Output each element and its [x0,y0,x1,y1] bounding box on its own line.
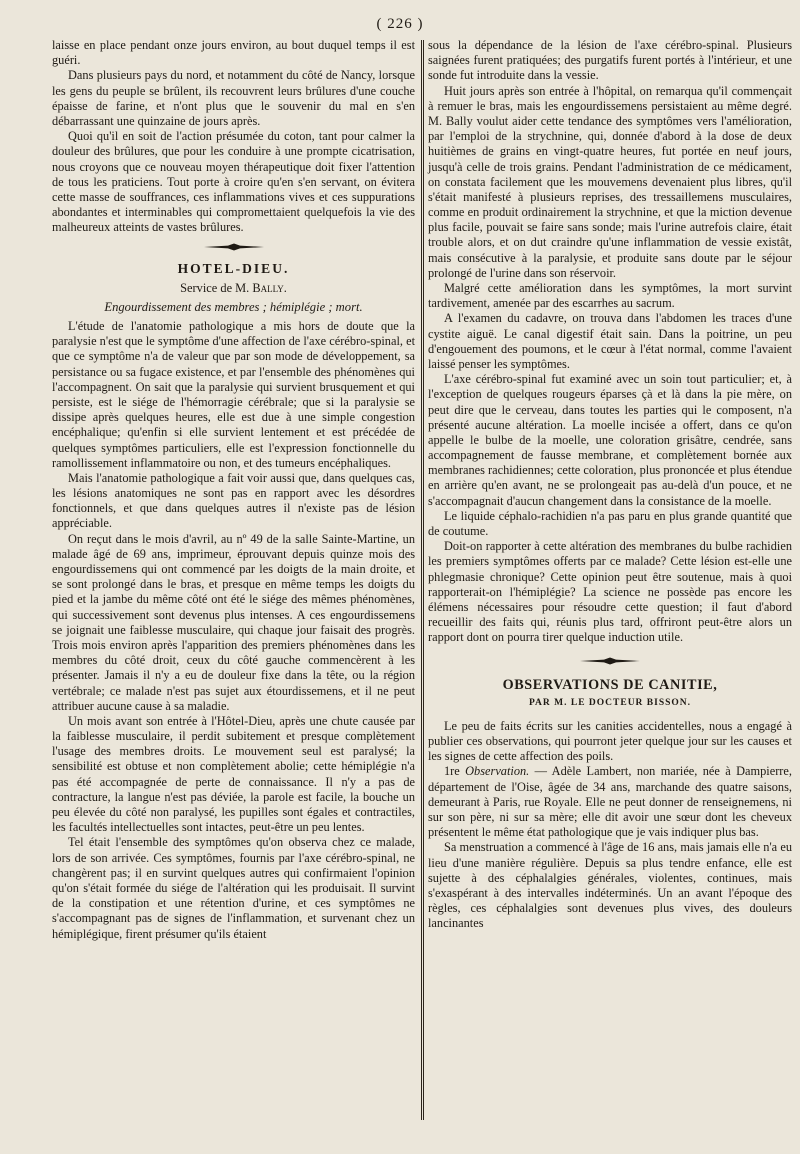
paragraph: L'étude de l'anatomie pathologique a mis hors de doute que la paralysie n'est que le symptôme d'une affection de l'axe cérébro-spinal, et que ce symptôme n'a de valeur que par son mode de développement, sa persistance ou sa fugace existence, et par l'ensemble des phénomènes qui l'accompagnent. On sait que la paralysie qui survient brusquement et qui persiste, est le siége de l'hémorragie cérébrale; que si la paralysie se dissipe après quelques heures, elle est due à une simple congestion encéphalique; qu'enfin si elle survient lentement et est précédée de quelques symptômes particuliers, elle est l'expression fonctionnelle du ramollissement inflammatoire ou non, et des tumeurs encéphaliques. [52,319,415,470]
observation-label: Observation. [465,764,530,779]
paragraph: Huit jours après son entrée à l'hôpital, on remarqua qu'il commençait à remuer le bras, mais les engourdissemens persistaient au même degré. M. Bally voulut aider cette tendance des symptômes vers l'amélioration, par l'emploi de la strychnine, qui, donnée d'abord à la dose de deux huitièmes de grains en vingt-quatre heures, fut portée en neuf jours, jusqu'à celle de trois grains. Pendant l'administration de ce médicament, on constata facilement que les mouvemens devenaient plus libres, qu'il s'était manifesté à plusieurs reprises, des tressaillemens musculaires, comme en produit ordinairement la strychnine, et que la miction devenue plus facile, pouvait se faire sans sonde; mais l'urine autrefois claire, était trouble alors, et on dut craindre qu'une inflammation de vessie existât, mais consécutive à la paralysie, et produite sans doute par le séjour prolongé de l'urine dans son réservoir. [428,83,792,280]
paragraph: A l'examen du cadavre, on trouva dans l'abdomen les traces d'une cystite aiguë. Le canal digestif était sain. Dans la poitrine, un peu d'engouement des poumons, et le cœur à l'état normal, comme l'avaient laissé penser les symptômes. [428,311,792,371]
paragraph: sous la dépendance de la lésion de l'axe cérébro-spinal. Plusieurs saignées furent pratiquées; des purgatifs furent portés à l'intérieur, et une sonde fut introduite dans la vessie. [428,38,792,83]
right-column [428,38,792,932]
paragraph: Doit-on rapporter à cette altération des membranes du bulbe rachidien les premiers symptômes offerts par ce malade? Cette lésion est-elle une phlegmasie chronique? Cette opinion peut être soutenue, mais à quoi rapporterait-on l'hémiplégie? La science ne possède pas encore les élémens nécessaires pour résoudre cette question; il faut d'abord recueillir des faits qui, réunis plus tard, offriront peut-être alors un rapport dont on pourra tirer quelque induction utile. [428,539,792,645]
service-suffix: . [283,280,287,295]
column-rule [421,40,424,1120]
observation-number: 1re [444,764,466,779]
service-prefix: Service de M. [180,280,253,295]
paragraph: L'axe cérébro-spinal fut examiné avec un soin tout particulier; et, à l'exception de quelques rougeurs éparses çà et là dans la pie mère, on peut dire que le cerveau, dans toutes les parties qui le composent, n'a présenté aucune altération. La moelle incisée a offert, dans ce qu'on appelle le bulbe de la moelle, une coloration grisâtre, cendrée, sans accompagnement de fausse membrane, et complètement bornée aux membranes rachidiennes; cette coloration, plus prononcée et plus étendue en arrière qu'en avant, ne se prolongeait pas au-delà d'un pouce, et ne s'accompagnait d'aucun changement dans la consistance de la moelle. [428,372,792,508]
ornament-divider [52,235,415,259]
paragraph: Un mois avant son entrée à l'Hôtel-Dieu, après une chute causée par la faiblesse musculaire, il perdit subitement et presque complètement l'usage des membres droits. Le mouvement seul est paralysé; la sensibilité est obtuse et non complètement abolie; cette hémiplégie n'a pas été accompagnée de perte de connaissance. Il n'y a pas de contracture, la langue n'est pas déviée, la parole est facile, la bouche un peu élevée du côté non paralysé, les pupilles sont égales et contractiles, les facultés intellectuelles sont intactes, peut-être un peu lentes. [52,713,415,835]
paragraph: Malgré cette amélioration dans les symptômes, la mort survint tardivement, amenée par des escarrhes au sacrum. [428,281,792,311]
paragraph: Le liquide céphalo-rachidien n'a pas paru en plus grande quantité que de coutume. [428,508,792,538]
observation-text: — Adèle Lambert, non mariée, née à Dampierre, département de l'Oise, âgée de 34 ans, marchande des quatre saisons, demeurant à Paris, rue Royale. Elle ne peut donner de renseignemens, ni sur son père, ni sur sa mère; elle dit avoir une sœur dont les cheveux présentent le même état pathologique que je vais indiquer plus bas. [428,764,792,840]
paragraph: Dans plusieurs pays du nord, et notamment du côté de Nancy, lorsque les gens du peuple se brûlent, ils recouvrent leurs brûlures d'une couche épaisse de farine, et n'ont plus que le souvenir du mal en s'en débarrassant une quinzaine de jours après. [52,68,415,128]
observation-paragraph [428,764,792,840]
paragraph: Le peu de faits écrits sur les canities accidentelles, nous a engagé à publier ces observations, qui pourront jeter quelque jour sur les causes et les signes de cette affection des poils. [428,718,792,764]
case-title: Engourdissement des membres ; hémiplégie ; mort. [104,299,363,314]
service-line [52,281,415,296]
page-number: ( 226 ) [376,16,424,32]
paragraph: Mais l'anatomie pathologique a fait voir aussi que, dans quelques cas, les lésions anatomiques ne sont pas en rapport avec les désordres fonctionnels, et que dans quelques autres il n'existe pas de lésion appréciable. [52,470,415,531]
section-author: PAR M. LE DOCTEUR BISSON. [528,697,692,708]
left-column [52,38,415,942]
ornament-divider [428,646,792,676]
paragraph: On reçut dans le mois d'avril, au nº 49 de la salle Sainte-Martine, un malade âgé de 69 ans, imprimeur, éprouvant depuis quinze mois des engourdissemens qui ont commencé par les doigts de la main droite, et se sont prolongé dans le bras, et presque en même temps les doigts du pied et la jambe du même côté ont été le siége des mêmes phénomènes, qui successivement sont devenus plus intenses. A ces engourdissemens se joignait une faiblesse musculaire, qui chaque jour faisait des progrès. Trois mois environ après l'apparition des premiers phénomènes dans les membres du côté droit, ceux du côté gauche commencèrent à les présenter. Jamais il n'y a eu de douleur fixe dans la tête, ou la région vertébrale; ce malade n'est pas sujet aux étourdissemens, et il ne peut attribuer aucune cause à sa maladie. [52,531,415,713]
service-name: Bally [252,280,284,295]
paragraph: Quoi qu'il en soit de l'action présumée du coton, tant pour calmer la douleur des brûlures, que pour les conduire à une prompte cicatrisation, nous croyons que ce nouveau moyen thérapeutique doit fixer l'attention de tous les praticiens. Tout porte à croire qu'en s'en servant, on évitera cette masse de souffrances, ces inflammations vives et ces suppurations abondantes et interminables qui compromettaient quelquefois la vie des malheureux atteints de vastes brûlures. [52,129,415,235]
paragraph: Tel était l'ensemble des symptômes qu'on observa chez ce malade, lors de son arrivée. Ces symptômes, fournis par l'axe cérébro-spinal, ne changèrent pas; il en survint quelques autres qui confirmaient l'opinion qu'on s'était formée du siége de l'altération qui les produisait. Il survint de la constipation et une rétention d'urine, et ces symptômes ne s'accompagnant pas de signes de l'inflammation, et survenant chez un hémiplégique, firent présumer qu'ils étaient [52,835,415,941]
paragraph: Sa menstruation a commencé à l'âge de 16 ans, mais jamais elle n'a eu lieu d'une manière régulière. Depuis sa plus tendre enfance, elle est sujette à des céphalalgies générales, violentes, continues, mais s'exaspérant à des intervalles indéterminés. Un an avant l'époque des règles, ces céphalalgies sont devenues plus vives, des douleurs lancinantes [428,840,792,931]
section-heading: HOTEL-DIEU. [177,261,290,277]
paragraph: laisse en place pendant onze jours environ, au bout duquel temps il est guéri. [52,38,415,68]
section-heading: OBSERVATIONS DE CANITIE, [502,676,718,693]
